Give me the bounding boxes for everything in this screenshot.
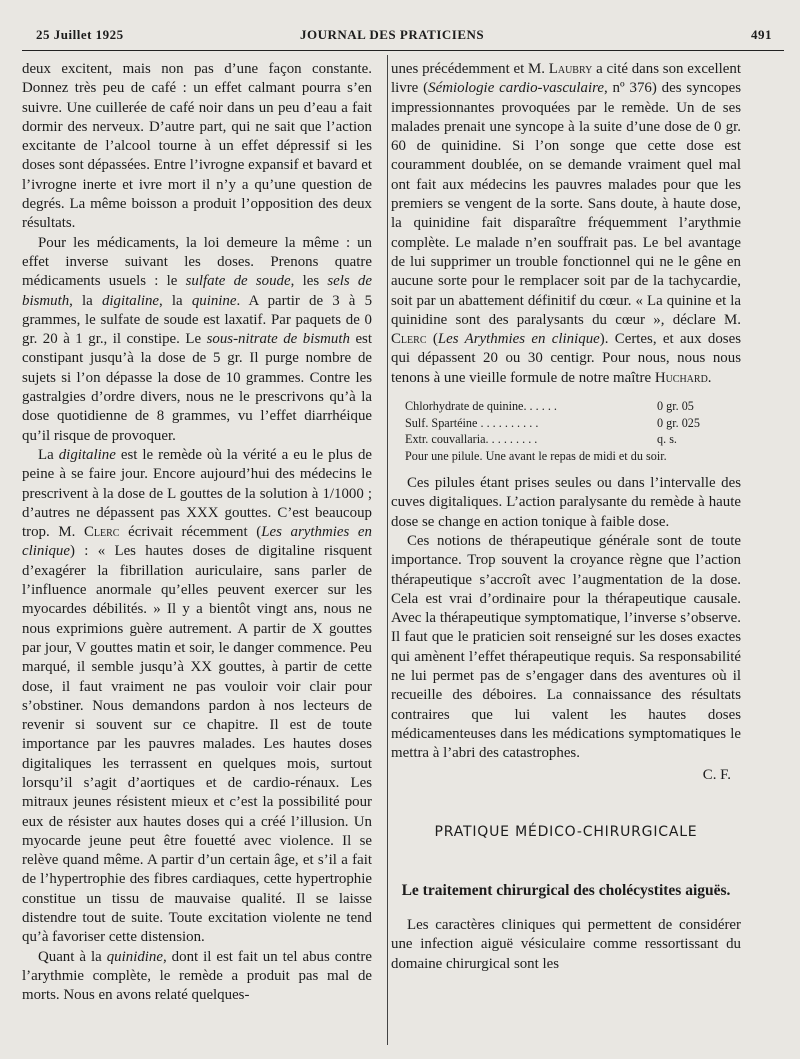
formula-note: Pour une pilule. Une avant le repas de midi et du soir. <box>405 448 667 463</box>
left-column <box>22 60 372 1006</box>
right-paragraph-1: unes précédemment et M. Laubry a cité dans son excellent livre (Sémiologie cardio-vasculaire, nº 376) des syncopes impressionnantes provoquées par le remède. Un de ses malades prenait une syncope à la suite d’une dose de 0 gr. 60 de quinidine. Si l’on songe que cette dose est couramment doublée, on se demande vraiment quel mal ont fait aux médecins les pauvres malades pour que les premiers se vengent de la sorte. Sans doute, à haute dose, la quinidine fait disparaître fréquemment l’arythmie complète. Le malade n’en souffrait pas. Le bel avantage de lui supprimer un trouble fonctionnel qui ne le gêne en aucune sorte pour le remplacer soit par de la tachycardie, soit par un abattement définitif du cœur. « La quinine et la quinidine sont des paralysants du cœur », déclare M. Clerc (Les Arythmies en clinique). Certes, et aux doses qui dépassent 20 ou 30 centigr. Pour nous, nous nous tenons à une vieille formule de notre maître Huchard. <box>391 61 741 386</box>
left-paragraph-4: Quant à la quinidine, dont il est fait un tel abus contre l’arythmie complète, le remède a produit pas mal de morts. Nous en avons relaté quelques- <box>22 948 372 1004</box>
column-divider <box>387 55 388 1045</box>
right-paragraph-2: Ces pilules étant prises seules ou dans l’intervalle des cuves digitaliques. L’action paralysante du remède à haute dose se change en action tonique à faible dose. <box>391 475 741 530</box>
author-signature: C. F. <box>702 766 731 783</box>
section-title: PRATIQUE MÉDICO-CHIRURGICALE <box>434 823 698 840</box>
formula-row <box>405 415 741 432</box>
formula-ingredient: Extr. couvallaria. . . . . . . . . <box>405 432 538 447</box>
header-journal-title: JOURNAL DES PRATICIENS <box>300 27 485 42</box>
page-header <box>18 24 778 46</box>
formula-dose: q. s. <box>657 432 677 447</box>
formula-row <box>405 398 741 415</box>
right-column <box>391 60 741 974</box>
header-rule <box>22 50 784 51</box>
formula-ingredient: Sulf. Spartéine . . . . . . . . . . <box>405 415 539 430</box>
right-paragraph-4: Les caractères cliniques qui permettent de considérer une infection aiguë vésiculaire comme ressortissant du domaine chirurgical sont les <box>391 917 741 972</box>
formula-dose: 0 gr. 025 <box>657 415 700 430</box>
left-paragraph-3: La digitaline est le remède où la vérité a eu le plus de peine à se faire jour. Encore aujourd’hui des médecins le prescrivent à la dose de L gouttes de la solution à 1/1000 ; d’autres ne dépassent pas XXX gouttes. C’est beaucoup trop. M. Clerc écrivait récemment (Les arythmies en clinique) : « Les hautes doses de digitaline risquent d’exagérer la fibrillation auriculaire, sans parler de l’influence anormale qu’elles peuvent exercer sur les myocardes débilités. » Il y a bientôt vingt ans, nous ne nous exprimions guère autrement. A partir de X gouttes par jour, V gouttes matin et soir, le danger commence. Peu marqué, il semble jusqu’à XX gouttes, à partir de cette dose, il faut vraiment ne pas vouloir voir clair pour s’obstiner. Nous demandons pardon à nos lecteurs de revenir si souvent sur ce chapitre. Il est de toute importance par les pauvres malades. Les hautes doses digitaliques les terrassent en quelques mois, surtout lorsqu’il s’agit d’aortiques et de cardio-rénaux. Les mitraux jeunes résistent mieux et c’est la possibilité pour eux de résister aux hautes doses qui a créé l’illusion. Un myocarde jeune peut être fouetté avec violence. Il se relève quand même. A partir d’un certain âge, et s’il a fait de l’hypertrophie des fibres cardiaques, cette hypertrophie constitue un tissu de mauvaise qualité. Il se laisse distendre tout de suite. Toute excitation violente ne tend qu’à favoriser cette distension. <box>22 446 372 946</box>
left-paragraph-2: Pour les médicaments, la loi demeure la même : un effet inverse suivant les doses. Prenons quatre médicaments usuels : le sulfate de soude, les sels de bismuth, la digitaline, la quinine. A partir de 3 à 5 grammes, le sulfate de soude est laxatif. Par paquets de 0 gr. 20 à 1 gr., il constipe. Le sous-nitrate de bismuth est constipant jusqu’à la dose de 5 gr. Il purge nombre de sujets si l’on dépasse la dose de 10 grammes. Contre les gastralgies d’ordre divers, nous ne le prescrivons qu’à la dose quotidienne de 8 grammes, vu l’effet diarrhéique qu’il risque de provoquer. <box>22 234 373 444</box>
formula-row <box>405 431 741 448</box>
article-title: Le traitement chirurgical des cholécystites aiguës. <box>401 882 731 900</box>
header-page-number: 491 <box>751 27 772 42</box>
header-date: 25 Juillet 1925 <box>36 27 124 42</box>
formula-dose: 0 gr. 05 <box>657 399 694 414</box>
prescription-formula <box>405 398 741 464</box>
formula-ingredient: Chlorhydrate de quinine. . . . . . <box>405 399 557 414</box>
left-paragraph-1: deux excitent, mais non pas d’une façon constante. Donnez très peu de café : un effet calmant pourra s’en suivre. Une cuillerée de café noir dans un peu d’eau a fait dormir des nerveux. D’autre part, qui ne sait que l’action excitante de l’alcool tourne à un effet dépressif si les doses sont dépassées. Entre l’ivrogne expansif et bavard et l’ivrogne inerte et ivre mort il n’y a qu’une question de degrés. La même boisson a produit l’opposition des deux résultats. <box>22 61 372 232</box>
right-paragraph-3: Ces notions de thérapeutique générale sont de toute importance. Trop souvent la croyance règne que l’action thérapeutique s’accroît avec l’augmentation de la dose. Cela est vrai d’ordinaire pour la thérapeutique causale. Avec la thérapeutique symptomatique, l’inverse s’observe. Il faut que le praticien soit renseigné sur les doses exactes qui amènent l’effet thérapeutique requis. Sa responsabilité ne lui permet pas de s’engager dans des aventures où il recueille des déboires. La connaissance des résultats contraires que lui valent les hautes doses médicamenteuses dans les médications symptomatiques le mettra à l’abri des catastrophes. <box>391 532 741 762</box>
